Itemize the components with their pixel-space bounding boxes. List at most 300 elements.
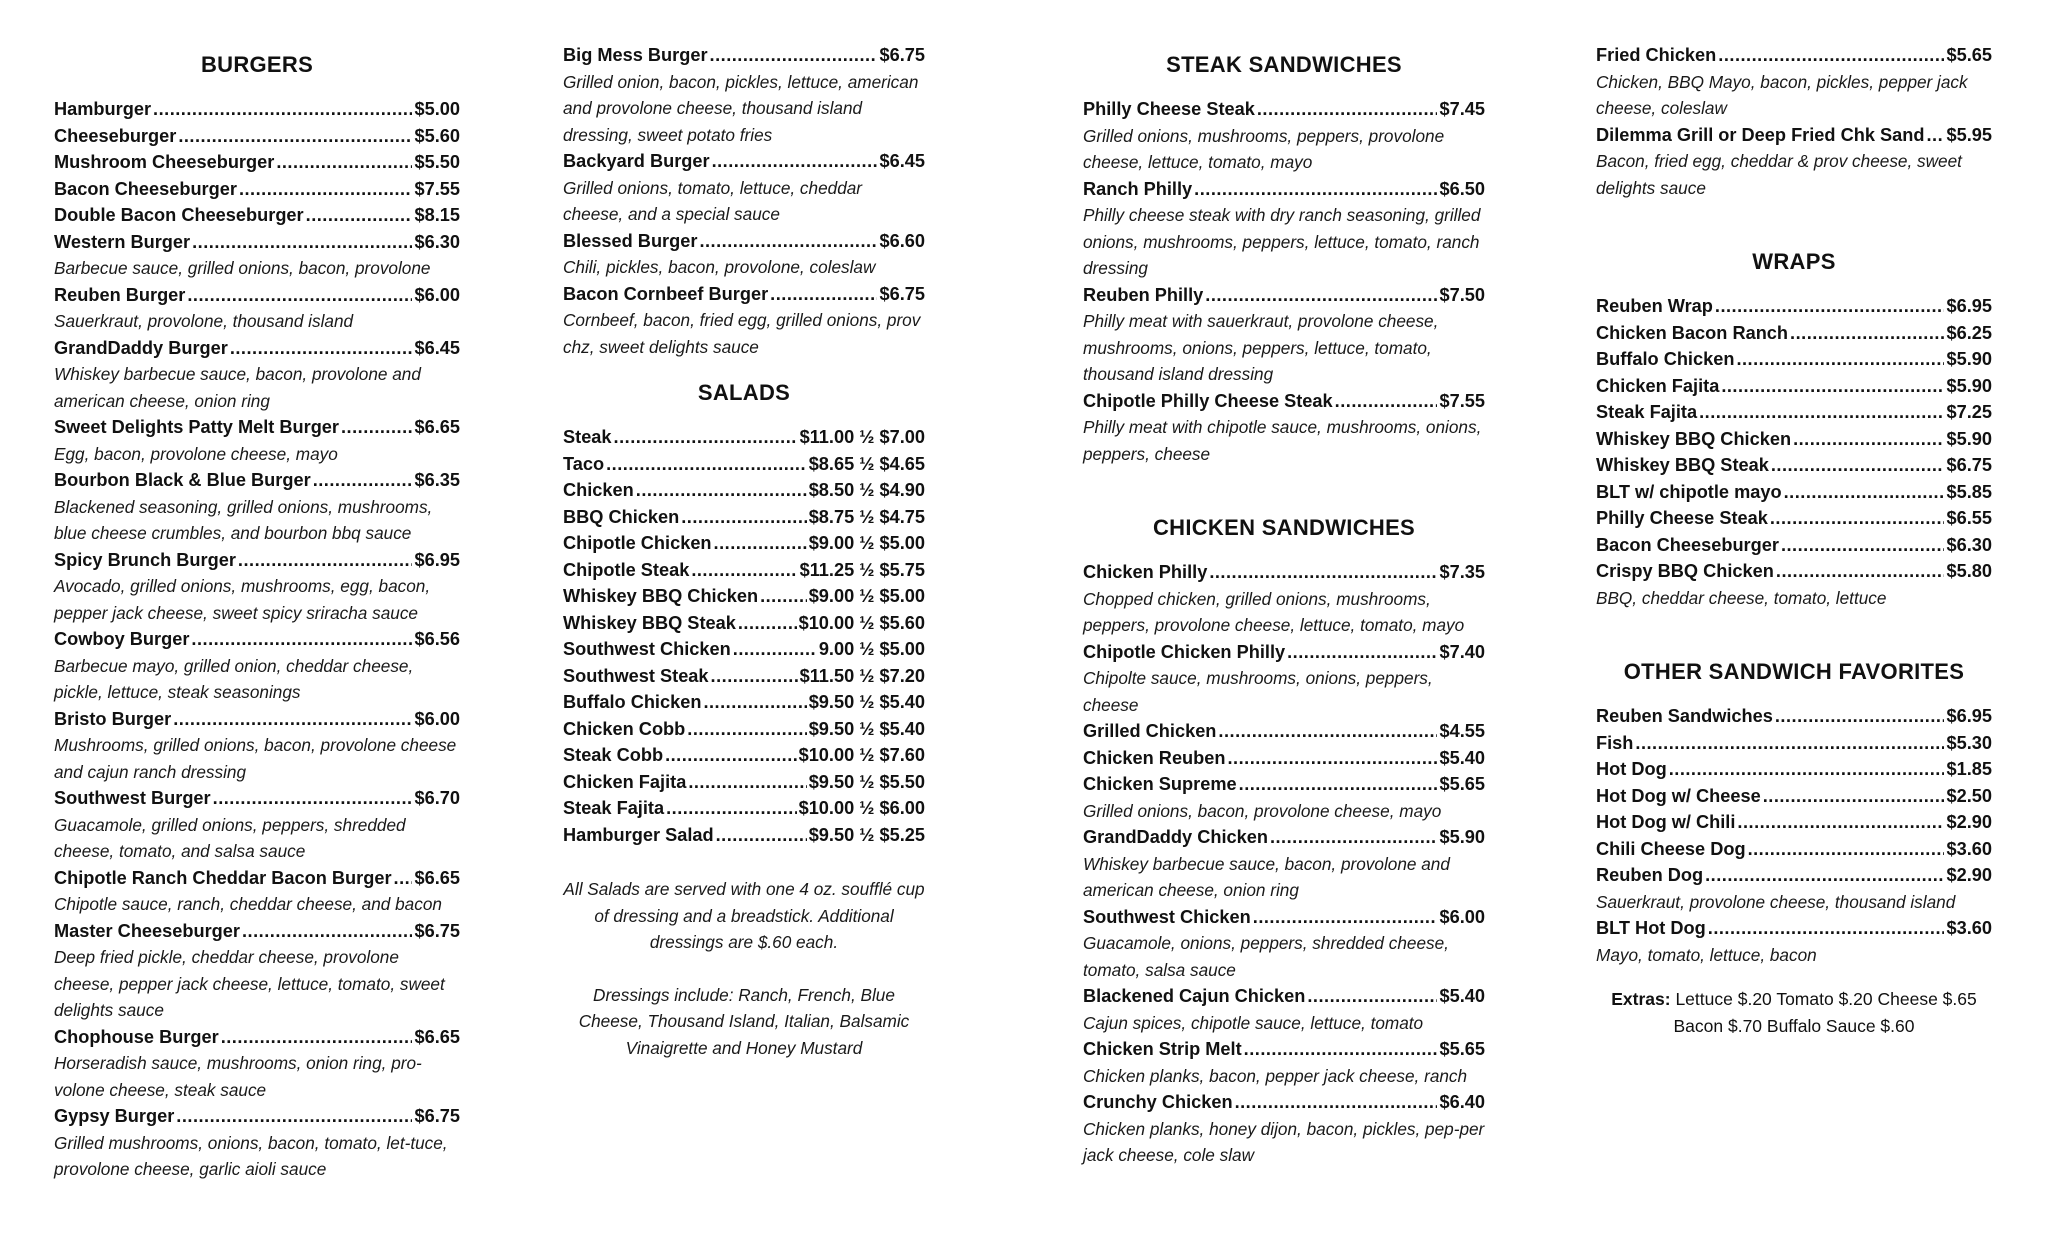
dot-leader [1737, 809, 1944, 836]
menu-item-name: Bristo Burger [54, 708, 172, 729]
menu-item-name: Chipotle Steak [563, 559, 690, 580]
menu-item-name: Mushroom Cheeseburger [54, 152, 275, 172]
menu-item-description: Chili, pickles, bacon, provolone, coleslaw [563, 257, 876, 277]
column-3 [1083, 42, 1485, 1169]
menu-item-price: $8.15 [414, 205, 460, 225]
menu-item-price: $6.75 [414, 920, 460, 941]
menu-item-name: Chicken [563, 480, 634, 500]
menu-item [54, 229, 460, 282]
menu-item-price: $2.50 [1946, 785, 1992, 806]
column-4 [1596, 42, 1992, 1039]
wraps-title: WRAPS [1752, 249, 1836, 274]
menu-item-line [563, 689, 925, 716]
menu-item [1083, 771, 1485, 824]
menu-item-description: Cajun spices, chipotle sauce, lettuce, tomato [1083, 1012, 1424, 1033]
menu-item-name: Bacon Cornbeef Burger [563, 283, 769, 304]
dot-leader [221, 1024, 413, 1051]
menu-item [1596, 346, 1992, 373]
menu-item-price: $9.50 ½ $5.40 [808, 692, 925, 712]
menu-item-name: Steak Fajita [563, 798, 665, 818]
menu-item-name: GrandDaddy Chicken [1083, 827, 1268, 847]
column-1 [54, 42, 460, 1183]
menu-item-price: $5.90 [1946, 375, 1992, 396]
menu-item-price: $3.60 [1946, 918, 1992, 938]
dot-leader [1793, 426, 1944, 453]
menu-item-price: $11.00 ½ $7.00 [799, 427, 925, 447]
dot-leader [242, 918, 412, 945]
menu-item-line [563, 742, 925, 769]
dot-leader [770, 281, 877, 308]
menu-item-price: $6.60 [879, 230, 925, 251]
dot-leader [341, 414, 412, 441]
menu-item-line [563, 557, 925, 584]
menu-item [1083, 1036, 1485, 1089]
menu-item-price: $5.60 [414, 125, 460, 146]
dot-leader [239, 176, 413, 203]
menu-item-price: $5.65 [1439, 774, 1485, 794]
menu-item-line [563, 769, 925, 796]
dot-leader [710, 42, 878, 69]
menu-item-name: Chophouse Burger [54, 1026, 219, 1047]
dot-leader [666, 795, 796, 822]
dot-leader [1718, 42, 1944, 69]
menu-item [563, 42, 925, 148]
menu-item-line [54, 1024, 460, 1051]
extras-line-1 [1596, 986, 1992, 1013]
menu-item-price: $7.55 [1439, 390, 1485, 411]
menu-item-name: Dilemma Grill or Deep Fried Chk Sand [1596, 124, 1925, 145]
menu-item-price: $5.50 [414, 152, 460, 172]
menu-item-name: Blessed Burger [563, 230, 698, 251]
menu-item-description: Avocado, grilled onions, mushrooms, egg, bacon, pepper jack cheese, sweet spicy sriracha sauce [54, 576, 431, 623]
menu-item [563, 504, 925, 531]
menu-item [1083, 176, 1485, 282]
menu-item [54, 149, 460, 176]
menu-item [1596, 915, 1992, 968]
menu-item-price: $8.75 ½ $4.75 [808, 506, 925, 527]
menu-item [563, 610, 925, 637]
menu-item [1596, 293, 1992, 320]
menu-item [1083, 96, 1485, 176]
menu-item-price: $9.50 ½ $5.25 [808, 824, 925, 845]
dot-leader [1775, 703, 1945, 730]
menu-item [54, 202, 460, 229]
menu-item-price: $6.00 [414, 708, 460, 729]
menu-item [563, 795, 925, 822]
menu-item-price: $9.50 ½ $5.40 [808, 718, 925, 739]
menu-item [54, 96, 460, 123]
dot-leader [1194, 176, 1437, 203]
menu-item [563, 557, 925, 584]
menu-item [1596, 730, 1992, 757]
menu-item-description: Grilled mushrooms, onions, bacon, tomato, let-tuce, provolone cheese, garlic aioli sauce [54, 1132, 448, 1179]
menu-item-name: Whiskey BBQ Steak [563, 612, 736, 633]
menu-item-description: Whiskey barbecue sauce, bacon, provolone and american cheese, onion ring [1083, 853, 1450, 900]
menu-item-description: Chicken, BBQ Mayo, bacon, pickles, pepper jack cheese, coleslaw [1596, 71, 1968, 118]
other-list [1596, 703, 1992, 968]
menu-item-price: $9.00 ½ $5.00 [808, 533, 925, 553]
menu-item-name: Hamburger [54, 99, 152, 119]
menu-item-name: Southwest Chicken [563, 639, 731, 659]
dot-leader [1699, 399, 1944, 426]
menu-item [1596, 122, 1992, 202]
dot-leader [691, 557, 797, 584]
menu-item-name: Chipotle Chicken Philly [1083, 641, 1286, 662]
menu-item-name: Buffalo Chicken [563, 692, 702, 712]
menu-item-description: Blackened seasoning, grilled onions, mushrooms, blue cheese crumbles, and bourbon bbq sauce [54, 496, 433, 543]
dot-leader [1776, 558, 1945, 585]
menu-item-line [1596, 452, 1992, 479]
menu-item-line [1083, 176, 1485, 203]
menu-item-name: Reuben Wrap [1596, 296, 1713, 316]
menu-item-line [54, 96, 460, 123]
burgers-cont-list [563, 42, 925, 360]
menu-item-name: Ranch Philly [1083, 178, 1193, 199]
menu-item-name: Whiskey BBQ Chicken [563, 586, 759, 606]
menu-item [1083, 559, 1485, 639]
dot-leader [313, 467, 413, 494]
menu-item-name: Southwest Burger [54, 788, 211, 808]
menu-item-name: Grilled Chicken [1083, 721, 1217, 741]
menu-item-price: $10.00 ½ $6.00 [798, 798, 925, 818]
dot-leader [191, 626, 412, 653]
menu-item-name: Chicken Fajita [1596, 375, 1720, 396]
menu-item [1596, 703, 1992, 730]
menu-item [563, 769, 925, 796]
menu-item-line [54, 1103, 460, 1130]
menu-item [1596, 320, 1992, 347]
menu-item-line [54, 626, 460, 653]
menu-item [1083, 983, 1485, 1036]
menu-item [1596, 836, 1992, 863]
menu-item-line [563, 636, 925, 663]
menu-item-name: Reuben Dog [1596, 865, 1704, 885]
menu-item-price: $5.90 [1439, 827, 1485, 847]
menu-item-price: $6.95 [1946, 296, 1992, 316]
menu-item [54, 1103, 460, 1183]
menu-item-name: Hot Dog w/ Chili [1596, 812, 1736, 832]
menu-item [1596, 479, 1992, 506]
menu-item-line [1083, 983, 1485, 1010]
menu-item-price: $2.90 [1946, 812, 1992, 832]
menu-item-description: Guacamole, onions, peppers, shredded cheese, tomato, salsa sauce [1083, 933, 1449, 980]
dot-leader [213, 785, 413, 812]
menu-item-description: Grilled onions, mushrooms, peppers, provolone cheese, lettuce, tomato, mayo [1083, 125, 1445, 172]
menu-item-line [54, 918, 460, 945]
menu-item [1596, 42, 1992, 122]
dot-leader [173, 706, 412, 733]
menu-item [563, 822, 925, 849]
menu-item-price: $6.45 [879, 151, 925, 171]
extras [1596, 986, 1992, 1039]
menu-item [563, 424, 925, 451]
menu-item-name: BBQ Chicken [563, 506, 680, 527]
menu-item [1083, 388, 1485, 468]
dot-leader [1257, 96, 1438, 123]
menu-item-line [54, 149, 460, 176]
menu-item-line [1083, 771, 1485, 798]
dot-leader [714, 530, 807, 557]
menu-item-price: $4.55 [1439, 721, 1485, 741]
menu-item-line [1083, 718, 1485, 745]
dot-leader [1790, 320, 1944, 347]
wraps-list [1596, 293, 1992, 611]
menu-item-name: Philly Cheese Steak [1596, 508, 1768, 528]
dot-leader [606, 451, 807, 478]
menu-item-description: Chipolte sauce, mushrooms, onions, peppers, cheese [1083, 668, 1433, 715]
dot-leader [276, 149, 412, 176]
chicken-title: CHICKEN SANDWICHES [1152, 515, 1416, 540]
menu-item-price: $6.70 [414, 788, 460, 808]
menu-item-name: Fried Chicken [1596, 45, 1717, 65]
menu-item-price: $6.30 [414, 231, 460, 252]
menu-item-name: Chicken Reuben [1083, 747, 1226, 768]
menu-item-name: Reuben Burger [54, 284, 186, 305]
menu-item-description: Deep fried pickle, cheddar cheese, provolone cheese, pepper jack cheese, lettuce, tomato, sweet delights sauce [54, 947, 445, 1020]
menu-item-description: Grilled onion, bacon, pickles, lettuce, american and provolone cheese, thousand island dressing, sweet potato fries [563, 71, 919, 145]
menu-item-name: Spicy Brunch Burger [54, 549, 236, 570]
menu-item-line [1596, 756, 1992, 783]
dot-leader [1307, 983, 1437, 1010]
dot-leader [703, 689, 806, 716]
menu-item [1083, 718, 1485, 745]
menu-item-price: $5.00 [414, 99, 460, 119]
menu-item [563, 477, 925, 504]
menu-item-line [54, 785, 460, 812]
dot-leader [176, 1103, 412, 1130]
menu-item-price: $5.65 [1946, 45, 1992, 65]
menu-item-line [1596, 346, 1992, 373]
menu-item-line [54, 202, 460, 229]
dot-leader [192, 229, 412, 256]
dressings-note: Dressings include: Ranch, French, Blue Cheese, Thousand Island, Italian, Balsamic Vinaigrette and Honey Mustard [578, 984, 910, 1058]
menu-item-name: Hamburger Salad [563, 824, 714, 845]
dot-leader [1771, 452, 1945, 479]
menu-item [1596, 373, 1992, 400]
menu-item-price: $8.65 ½ $4.65 [808, 453, 925, 474]
menu-item-name: Taco [563, 453, 605, 474]
menu-item-line [1596, 479, 1992, 506]
menu-item-price: $6.75 [414, 1106, 460, 1126]
menu-item-line [1083, 1089, 1485, 1116]
menu-item-line [563, 477, 925, 504]
menu-item-price: $6.35 [414, 470, 460, 490]
menu-item-line [1596, 915, 1992, 942]
dot-leader [230, 335, 413, 362]
menu-item-name: Cowboy Burger [54, 629, 190, 649]
menu-item-name: Reuben Sandwiches [1596, 706, 1773, 726]
dot-leader [1239, 771, 1438, 798]
dot-leader [699, 228, 877, 255]
menu-item-description: Mayo, tomato, lettuce, bacon [1596, 944, 1817, 965]
menu-item-price: $6.45 [414, 337, 460, 358]
dot-leader [738, 610, 797, 637]
dot-leader [1228, 745, 1438, 772]
menu-item-line [1083, 559, 1485, 586]
dot-leader [238, 547, 413, 574]
menu-item-line [563, 610, 925, 637]
menu-item-line [1596, 122, 1992, 149]
menu-item-name: Gypsy Burger [54, 1106, 175, 1126]
menu-item-line [54, 467, 460, 494]
chicken-cont-list [1596, 42, 1992, 201]
menu-item-line [563, 583, 925, 610]
menu-item-price: $9.00 ½ $5.00 [808, 586, 925, 606]
menu-item-line [1596, 505, 1992, 532]
menu-item [54, 1024, 460, 1104]
menu-item [54, 335, 460, 415]
menu-item-line [1083, 745, 1485, 772]
menu-item-line [1596, 293, 1992, 320]
menu-item-name: BLT Hot Dog [1596, 918, 1706, 938]
menu-item-line [1083, 904, 1485, 931]
menu-item-price: $7.50 [1439, 284, 1485, 305]
menu-item-description: Chopped chicken, grilled onions, mushrooms, peppers, provolone cheese, lettuce, tomato, mayo [1083, 588, 1465, 635]
menu-item-price: $6.95 [414, 549, 460, 570]
menu-item-description: Sauerkraut, provolone, thousand island [54, 311, 354, 331]
menu-item-price: $6.30 [1946, 534, 1992, 555]
menu-item-description: Guacamole, grilled onions, peppers, shredded cheese, tomato, and salsa sauce [54, 814, 406, 861]
menu-item-line [563, 228, 925, 255]
dot-leader [760, 583, 807, 610]
menu-item-line [1596, 558, 1992, 585]
extras-line-1-text: Lettuce $.20 Tomato $.20 Cheese $.65 [1675, 989, 1977, 1009]
menu-item-line [563, 424, 925, 451]
menu-item [563, 228, 925, 281]
dot-leader [1205, 282, 1437, 309]
menu-item-price: $11.50 ½ $7.20 [799, 665, 925, 686]
menu-item-name: Double Bacon Cheeseburger [54, 205, 304, 225]
menu-item-price: $5.90 [1946, 428, 1992, 449]
menu-item [54, 176, 460, 203]
menu-item-name: Chicken Philly [1083, 562, 1208, 582]
menu-item-price: $7.25 [1946, 402, 1992, 422]
menu-item-description: Barbecue mayo, grilled onion, cheddar cheese, pickle, lettuce, steak seasonings [54, 655, 414, 702]
menu-item-name: Chili Cheese Dog [1596, 838, 1746, 859]
menu-item-price: $6.40 [1439, 1092, 1485, 1112]
menu-item [1596, 862, 1992, 915]
menu-item-name: Steak [563, 427, 612, 447]
menu-item-name: Philly Cheese Steak [1083, 99, 1255, 119]
menu-item-line [563, 451, 925, 478]
menu-item [1083, 824, 1485, 904]
menu-item-name: Big Mess Burger [563, 45, 708, 65]
menu-item [563, 148, 925, 228]
menu-item-line [563, 530, 925, 557]
menu-item [563, 742, 925, 769]
dot-leader [687, 716, 806, 743]
dot-leader [712, 148, 878, 175]
menu-item-description: Egg, bacon, provolone cheese, mayo [54, 443, 338, 464]
menu-item [563, 716, 925, 743]
menu-item-price: $2.90 [1946, 865, 1992, 885]
burgers-list [54, 96, 460, 1183]
dot-leader [1235, 1089, 1438, 1116]
menu-item [1596, 783, 1992, 810]
dot-leader [636, 477, 807, 504]
dot-leader [1218, 718, 1437, 745]
menu-item-price: $9.50 ½ $5.50 [808, 771, 925, 792]
menu-item-line [563, 822, 925, 849]
menu-item-line [54, 865, 460, 892]
menu-item [1083, 745, 1485, 772]
menu-item [1083, 282, 1485, 388]
menu-item-price: $6.95 [1946, 706, 1992, 726]
menu-item-line [1083, 282, 1485, 309]
menu-item-line [54, 176, 460, 203]
menu-item-name: Backyard Burger [563, 151, 710, 171]
menu-item-name: Chicken Strip Melt [1083, 1039, 1242, 1059]
menu-item-price: $10.00 ½ $5.60 [798, 612, 925, 633]
menu-item-name: Bacon Cheeseburger [54, 178, 237, 199]
menu-item-price: $6.50 [1439, 178, 1485, 199]
menu-item [54, 785, 460, 865]
menu-item [1083, 904, 1485, 984]
menu-item-name: Bourbon Black & Blue Burger [54, 470, 311, 490]
menu-item-price: $11.25 ½ $5.75 [799, 559, 925, 580]
menu-item [1083, 1089, 1485, 1169]
dot-leader [1705, 862, 1944, 889]
dot-leader [1335, 388, 1438, 415]
menu-item-name: Crunchy Chicken [1083, 1092, 1233, 1112]
dot-leader [733, 636, 817, 663]
menu-item-price: $6.56 [414, 629, 460, 649]
menu-item-name: Chipotle Chicken [563, 533, 712, 553]
menu-item-description: Philly meat with sauerkraut, provolone cheese, mushrooms, onions, peppers, lettuce, tomato, thousand island dressing [1083, 311, 1439, 384]
menu-item-line [1596, 426, 1992, 453]
menu-item-line [1596, 399, 1992, 426]
dot-leader [665, 742, 797, 769]
dot-leader [1770, 505, 1945, 532]
menu-item-description: Horseradish sauce, mushrooms, onion ring, pro-volone cheese, steak sauce [54, 1053, 422, 1100]
menu-item [563, 663, 925, 690]
menu-item-name: Chicken Bacon Ranch [1596, 322, 1789, 343]
menu-item-price: $6.65 [414, 417, 460, 437]
menu-item-name: Master Cheeseburger [54, 920, 240, 941]
salads-title: SALADS [697, 380, 791, 405]
menu-item-line [1596, 783, 1992, 810]
dot-leader [153, 96, 412, 123]
menu-item-description: Mushrooms, grilled onions, bacon, provolone cheese and cajun ranch dressing [54, 735, 457, 782]
menu-item [1596, 756, 1992, 783]
menu-item [54, 282, 460, 335]
menu-item [1083, 639, 1485, 719]
menu-item-price: $5.40 [1439, 986, 1485, 1006]
dot-leader [1736, 346, 1944, 373]
menu-item-name: Whiskey BBQ Chicken [1596, 428, 1792, 449]
menu-item [1596, 426, 1992, 453]
menu-item [563, 281, 925, 361]
extras-label: Extras: [1611, 989, 1671, 1009]
menu-item-name: Chipotle Philly Cheese Steak [1083, 390, 1333, 411]
menu-item-description: Grilled onions, tomato, lettuce, cheddar cheese, and a special sauce [563, 177, 863, 224]
menu-item-price: $5.30 [1946, 732, 1992, 753]
menu-item-price: $5.80 [1946, 561, 1992, 581]
menu-item-line [1596, 373, 1992, 400]
menu-item-name: Hot Dog w/ Cheese [1596, 785, 1761, 806]
menu-item-description: Chicken planks, honey dijon, bacon, pickles, pep-per jack cheese, cole slaw [1083, 1118, 1485, 1165]
dot-leader [1763, 783, 1945, 810]
menu-item-line [1596, 42, 1992, 69]
menu-item-price: $7.35 [1439, 562, 1485, 582]
menu-item-price: $7.40 [1439, 641, 1485, 662]
menu-item [54, 123, 460, 150]
menu-item-line [563, 42, 925, 69]
menu-item-price: $5.65 [1439, 1039, 1485, 1059]
menu-item-description: Cornbeef, bacon, fried egg, grilled onions, prov chz, sweet delights sauce [563, 310, 921, 357]
menu-item-price: $6.00 [414, 284, 460, 305]
menu-item-name: Steak Cobb [563, 745, 664, 765]
